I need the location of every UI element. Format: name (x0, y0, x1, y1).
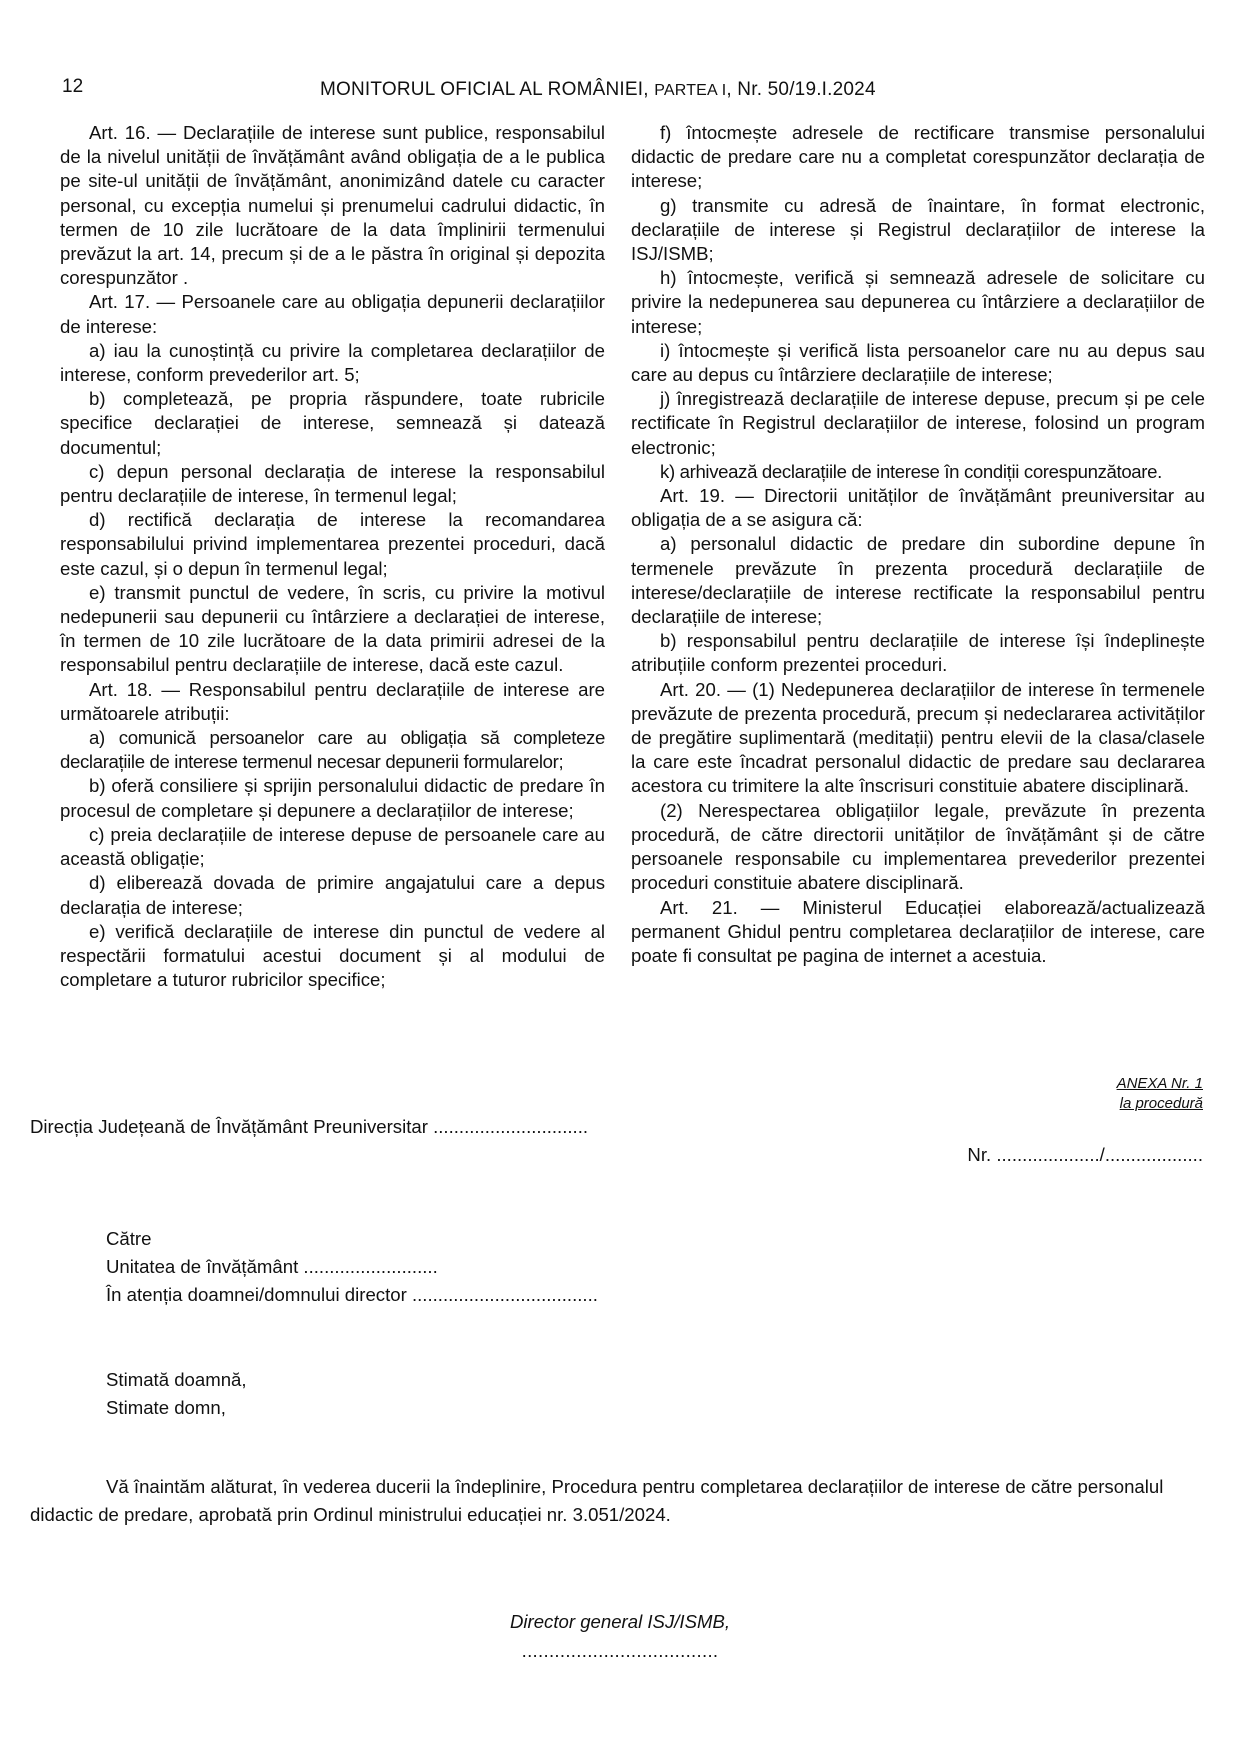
greeting-block (106, 1366, 247, 1422)
page-number: 12 (62, 76, 84, 97)
addressee-attention: În atenția doamnei/domnului director .................................... (106, 1284, 598, 1305)
addressee-unit: Unitatea de învățământ .......................... (106, 1256, 438, 1277)
article-18-item-c: c) preia declarațiile de interese depuse de persoanele care au această obligație; (60, 823, 605, 870)
article-18-item-k: k) arhivează declarațiile de interese în condiții corespunzătoare. (660, 460, 1162, 482)
right-column (631, 121, 1205, 968)
publication-title: MONITORUL OFICIAL AL ROMÂNIEI, (320, 79, 655, 100)
running-header (320, 79, 876, 101)
publication-part: PARTEA I (654, 82, 727, 99)
article-17-item-a: a) iau la cunoștință cu privire la completarea declarațiilor de interese, conform prevederilor art. 5; (60, 339, 605, 386)
publication-issue: , Nr. 50/19.I.2024 (726, 79, 876, 100)
signature-title: Director general ISJ/ISMB, (509, 1611, 731, 1632)
article-19-item-b: b) responsabilul pentru declarațiile de interese își îndeplinește atribuțiile conform prezentei proceduri. (631, 630, 1205, 676)
article-18-item-h: h) întocmește, verifică și semnează adresele de solicitare cu privire la nedepunerea sau depunerea cu întârziere a declarațiilor de interese; (631, 267, 1205, 337)
article-18-item-e: e) verifică declarațiile de interese din punctul de vedere al respectării formatului acestui document și al modului de completare a tuturor rubricilor specifice; (60, 920, 605, 991)
article-18-item-b: b) oferă consiliere și sprijin personalului didactic de predare în procesul de completare și depunere a declarațiilor de interese; (60, 775, 605, 821)
article-18-item-d: d) eliberează dovada de primire angajatului care a depus declarația de interese; (60, 872, 605, 918)
left-column (60, 121, 605, 992)
article-19-item-a: a) personalul didactic de predare din subordine depune în termenele prevăzute în prezenta procedură declarațiile de interese/declarațiile de interese rectificate la responsabilul pentru declarațiile de interese; (631, 533, 1205, 628)
annex-label (1117, 1074, 1203, 1114)
annex-title: ANEXA Nr. 1 (1116, 1075, 1203, 1092)
article-18-item-j: j) înregistrează declarațiile de interese depuse, precum și pe cele rectificate în Registrul declarațiilor de interese, folosind un program electronic; (631, 388, 1205, 458)
signature-line: .................................... (521, 1640, 719, 1661)
article-17-item-d: d) rectifică declarația de interese la recomandarea responsabilului privind implementarea prezentei proceduri, dacă este cazul, și o depun în termenul legal; (60, 509, 605, 579)
article-17-item-e: e) transmit punctul de vedere, în scris, cu privire la motivul nedepunerii sau depunerii cu întârziere a declarației de interese, în termen de 10 zile lucrătoare de la data primirii adresei de la responsabilul pentru declarațiile de interese, dacă este cazul. (60, 581, 605, 676)
article-18-item-a: a) comunică persoanelor care au obligația să completeze declarațiile de interese termenul necesar depunerii formularelor; (60, 727, 605, 773)
article-18-item-i: i) întocmește și verifică lista persoanelor care nu au depus sau care au depus cu întârziere declarațiile de interese; (631, 339, 1205, 386)
registration-number-line: Nr. ..................../................... (967, 1144, 1203, 1165)
article-20-para-2: (2) Nerespectarea obligațiilor legale, prevăzute în prezenta procedură, de către directorii unităților de învățământ și de către persoanele responsabile cu implementarea prevederilor prezentei proceduri constituie abatere disciplinară. (631, 799, 1205, 894)
greeting-line-2: Stimate domn, (106, 1397, 226, 1418)
addressee-to: Către (106, 1228, 152, 1249)
article-18-item-f: f) întocmește adresele de rectificare transmise personalului didactic de predare care nu a completat corespunzător declarația de interese; (631, 122, 1205, 192)
article-17-item-c: c) depun personal declarația de interese la responsabilul pentru declarațiile de interese, în termenul legal; (60, 460, 605, 507)
article-20-para-1: Art. 20. — (1) Nedepunerea declarațiilor de interese în termenele prevăzute de prezenta procedură, precum și nedeclararea activităților de pregătire suplimentară (meditații) pentru elevii de la clasa/clasele la care este încadrat personalul didactic de predare sau declararea acestora cu trimitere la alte înscrisuri constituie abatere disciplinară. (631, 678, 1205, 797)
article-16: Art. 16. — Declarațiile de interese sunt publice, responsabilul de la nivelul unității de învățământ având obligația de a le publica pe site-ul unității de învățământ, anonimizând datele cu caracter personal, cu excepția numelui și prenumelui cadrului didactic, în termen de 10 zile lucrătoare de la data împlinirii termenului prevăzut la art. 14, precum și de a le păstra în original și depozita corespunzător . (60, 122, 605, 289)
article-17-intro: Art. 17. — Persoanele care au obligația depunerii declarațiilor de interese: (60, 291, 605, 337)
annex-subtitle: la procedură (1119, 1095, 1203, 1112)
letter-body: Vă înaintăm alăturat, în vederea ducerii la îndeplinire, Procedura pentru completarea declarațiilor de interese de către personalul didactic de predare, aprobată prin Ordinul ministrului educației nr. 3.051/2024. (30, 1476, 1164, 1525)
article-19-intro: Art. 19. — Directorii unităților de învățământ preuniversitar au obligația de a se asigura că: (631, 485, 1205, 531)
article-18-item-g: g) transmite cu adresă de înaintare, în format electronic, declarațiile de interese și Registrul declarațiilor de interese la ISJ/ISMB; (631, 194, 1205, 265)
article-17-item-b: b) completează, pe propria răspundere, toate rubricile specifice declarației de interese, semnează și datează documentul; (60, 388, 605, 458)
greeting-line-1: Stimată doamnă, (106, 1369, 247, 1390)
article-21: Art. 21. — Ministerul Educației elaborează/actualizează permanent Ghidul pentru completarea declarațiilor de interese, care poate fi consultat pe pagina de internet a acestuia. (631, 896, 1205, 966)
addressee-block (106, 1225, 598, 1309)
directorate-line: Direcția Județeană de Învățământ Preuniversitar .............................. (30, 1116, 589, 1137)
article-18-intro: Art. 18. — Responsabilul pentru declarațiile de interese are următoarele atribuții: (60, 678, 605, 724)
